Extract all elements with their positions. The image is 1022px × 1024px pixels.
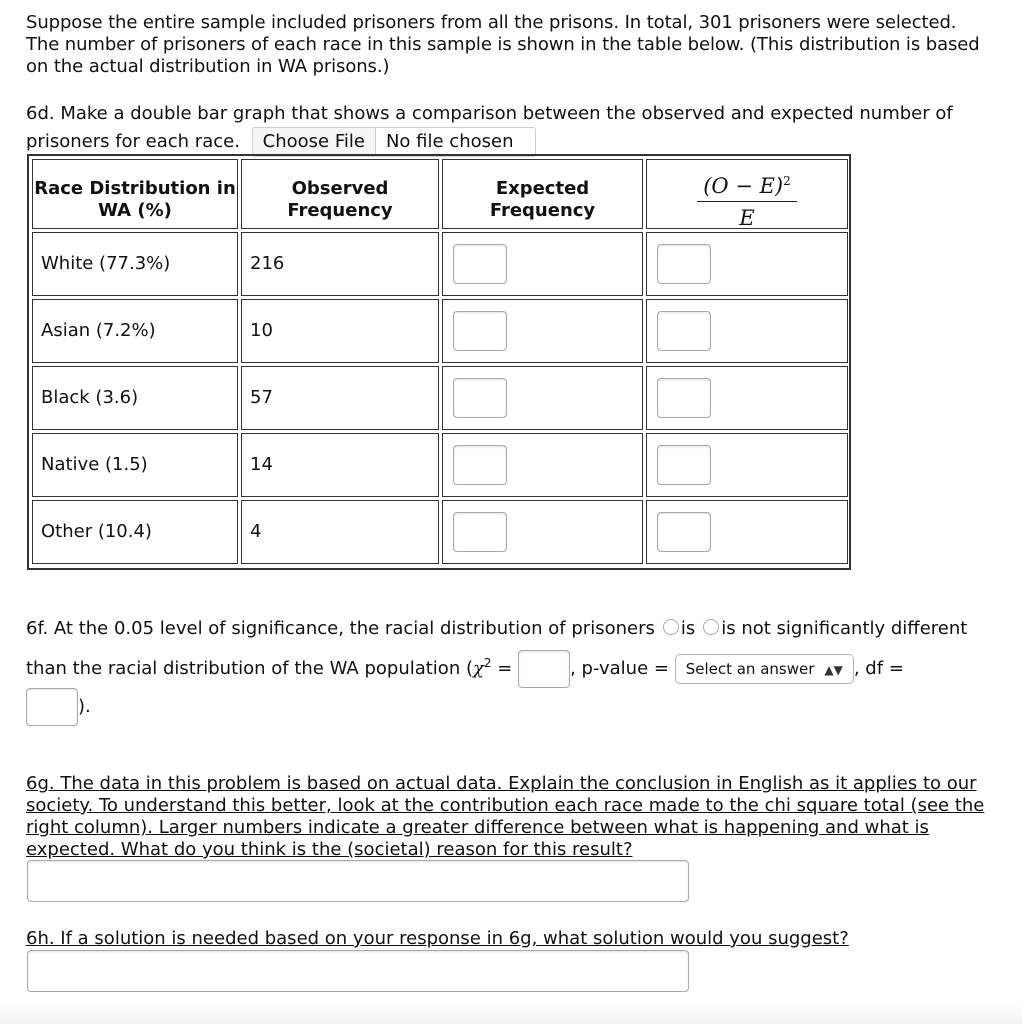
file-upload[interactable] (252, 127, 537, 157)
question-6f (26, 612, 1006, 726)
header-race: Race Distribution in WA (%) (32, 159, 238, 229)
question-6h-text: 6h. If a solution is needed based on your response in 6g, what solution would you suggest? (26, 928, 849, 949)
fraction-bar (697, 201, 797, 202)
expected-input[interactable] (453, 378, 507, 418)
radio-is-not-label: is not significantly different (721, 618, 968, 639)
row-race: White (77.3%) (32, 232, 238, 296)
q6f-text-b: than the racial distribution of the WA population ( (26, 658, 473, 679)
row-race: Asian (7.2%) (32, 299, 238, 363)
expected-cell (442, 232, 643, 296)
frequency-table (27, 154, 851, 570)
expected-input[interactable] (453, 244, 507, 284)
header-expected: Expected Frequency (442, 159, 643, 229)
chi-cell (646, 433, 848, 497)
question-6d-text: 6d. Make a double bar graph that shows a comparison between the observed and expected number of prisoners for each race. (26, 103, 953, 152)
choose-file-button[interactable]: Choose File (253, 128, 376, 156)
expected-input[interactable] (453, 512, 507, 552)
row-observed: 57 (241, 366, 439, 430)
chi-denominator: E (739, 206, 755, 230)
question-6g (26, 773, 986, 861)
row-observed: 216 (241, 232, 439, 296)
chi-square-input[interactable] (518, 650, 570, 688)
chi-input[interactable] (657, 445, 711, 485)
q6f-text-e: ). (78, 696, 91, 717)
row-observed: 14 (241, 433, 439, 497)
q6f-text-d: , df = (853, 658, 904, 679)
p-value-select-label: Select an answer (685, 660, 815, 678)
q6f-text-c: , p-value = (570, 658, 669, 679)
file-status: No file chosen (385, 131, 514, 152)
chi-cell (646, 500, 848, 564)
row-race: Native (1.5) (32, 433, 238, 497)
expected-input[interactable] (453, 445, 507, 485)
chi-cell (646, 299, 848, 363)
q6f-text-a: 6f. At the 0.05 level of significance, the racial distribution of prisoners (26, 618, 655, 639)
answer-6g-textbox[interactable] (27, 860, 689, 902)
radio-is-not[interactable] (703, 619, 719, 635)
expected-cell (442, 433, 643, 497)
question-6d (26, 100, 986, 157)
answer-6h-textbox[interactable] (27, 950, 689, 992)
row-race: Other (10.4) (32, 500, 238, 564)
row-race: Black (3.6) (32, 366, 238, 430)
header-chi-contribution (646, 159, 848, 229)
expected-cell (442, 366, 643, 430)
chi-input[interactable] (657, 244, 711, 284)
question-6h (26, 928, 986, 950)
df-input[interactable] (26, 688, 78, 726)
chi-numerator: $(O - E)^2$ (703, 174, 791, 198)
expected-input[interactable] (453, 311, 507, 351)
chi-cell (646, 232, 848, 296)
radio-is[interactable] (663, 619, 679, 635)
row-observed: 10 (241, 299, 439, 363)
chi-input[interactable] (657, 311, 711, 351)
expected-cell (442, 299, 643, 363)
chi-input[interactable] (657, 512, 711, 552)
chi-input[interactable] (657, 378, 711, 418)
question-6g-text: 6g. The data in this problem is based on actual data. Explain the conclusion in English as it applies to our society. To understand this better, look at the contribution each race made to the chi square total (see the right column). Larger numbers indicate a greater difference between what is happening and what is expected. What do you think is the (societal) reason for this result? (26, 773, 985, 860)
chi-exponent: 2 (483, 656, 492, 670)
radio-is-label: is (680, 618, 696, 639)
q6f-equals: = (491, 658, 513, 679)
bottom-fade (0, 1004, 1022, 1024)
row-observed: 4 (241, 500, 439, 564)
header-observed: Observed Frequency (241, 159, 439, 229)
intro-paragraph: Suppose the entire sample included prisoners from all the prisons. In total, 301 prisoners were selected. The number of prisoners of each race in this sample is shown in the table below. (This distribution is based on the actual distribution in WA prisons.) (26, 12, 980, 77)
p-value-select[interactable] (675, 654, 854, 684)
chi-symbol: χ (472, 658, 484, 679)
chi-cell (646, 366, 848, 430)
expected-cell (442, 500, 643, 564)
select-arrows-icon: ▲▼ (824, 663, 843, 677)
